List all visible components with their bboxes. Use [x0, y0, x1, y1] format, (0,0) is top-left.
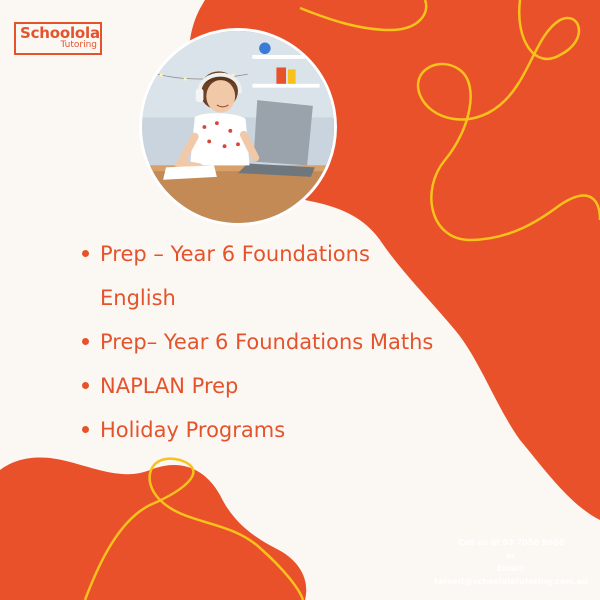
contact-info — [430, 536, 592, 588]
service-item-naplan: NAPLAN Prep — [78, 364, 548, 408]
student-laptop-illustration — [142, 31, 334, 223]
bottom-left-blob — [0, 457, 306, 600]
contact-email-label: Email: — [497, 564, 525, 573]
service-item-english: Prep – Year 6 Foundations English — [78, 232, 400, 320]
contact-email[interactable]: tarneit@schoolalatutoring.com.au — [433, 577, 589, 586]
brand-logo — [14, 22, 102, 55]
contact-phone[interactable]: Call us at 03 7050 9606 — [457, 538, 565, 547]
service-item-maths: Prep– Year 6 Foundations Maths — [78, 320, 548, 364]
brand-name: Schoolola — [20, 24, 100, 42]
hero-photo — [139, 28, 337, 226]
service-item-holiday: Holiday Programs — [78, 408, 548, 452]
brand-tagline: Tutoring — [60, 40, 97, 50]
contact-or: or — [506, 551, 516, 560]
services-list — [78, 232, 548, 452]
